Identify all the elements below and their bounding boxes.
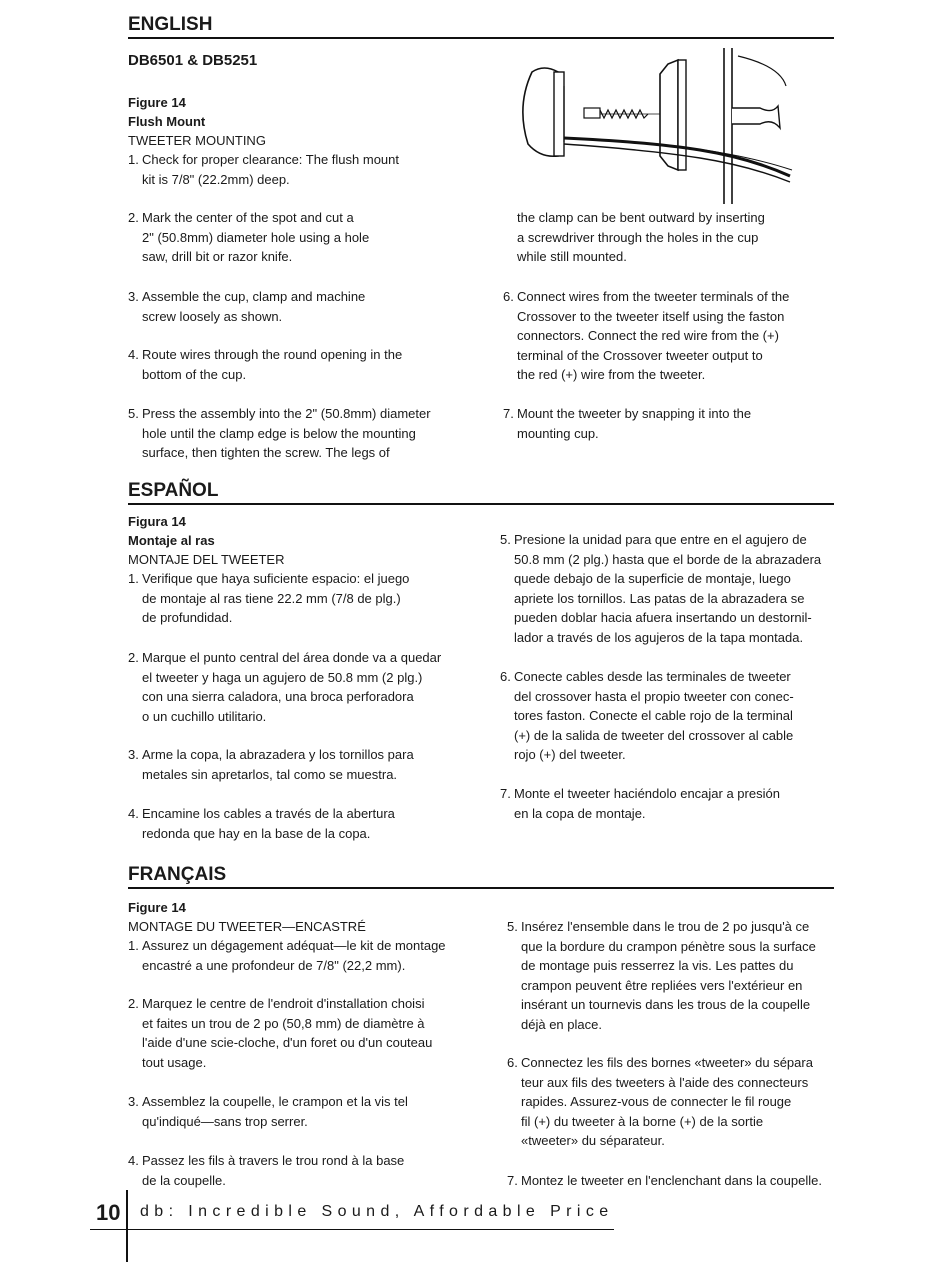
espanol-figure-block bbox=[128, 512, 285, 569]
espanol-step-1: 1. Verifique que haya suficiente espacio: el juego de montaje al ras tiene 22.2 mm (7/8 de plg.) de profundidad. bbox=[128, 571, 410, 625]
espanol-subtitle: Montaje al ras bbox=[128, 533, 215, 548]
francais-step-7: 7. Montez le tweeter en l'enclenchant dans la coupelle. bbox=[507, 1173, 822, 1188]
english-step-6: 6. Connect wires from the tweeter terminals of the Crossover to the tweeter itself using the faston connectors. Connect the red wire from the (+) terminal of the Crossover tweeter output to the red (+) wire from the tweeter. bbox=[503, 289, 790, 382]
footer-vertical-rule bbox=[126, 1190, 128, 1262]
english-figure-block bbox=[128, 93, 266, 150]
english-step-7: 7. Mount the tweeter by snapping it into the mounting cup. bbox=[503, 406, 752, 441]
footer-horizontal-rule bbox=[90, 1229, 614, 1230]
english-step-2: 2. Mark the center of the spot and cut a 2" (50.8mm) diameter hole using a hole saw, drill bit or razor knife. bbox=[128, 210, 370, 264]
tweeter-mounting-diagram bbox=[510, 46, 800, 206]
english-step-1: 1. Check for proper clearance: The flush mount kit is 7/8" (22.2mm) deep. bbox=[128, 152, 400, 187]
english-subtitle: Flush Mount bbox=[128, 114, 206, 129]
espanol-step-7: 7. Monte el tweeter haciéndolo encajar a presión en la copa de montaje. bbox=[500, 786, 780, 821]
espanol-step-6: 6. Conecte cables desde las terminales de tweeter del crossover hasta el propio tweeter con conec- tores faston. Conecte el cable rojo de la terminal (+) de la salida de tweeter del crossover al cable rojo (+) del tweeter. bbox=[500, 669, 794, 762]
english-figure-label: Figure 14 bbox=[128, 95, 186, 110]
model-title: DB6501 & DB5251 bbox=[128, 52, 258, 69]
francais-step-2: 2. Marquez le centre de l'endroit d'installation choisi et faites un trou de 2 po (50,8 mm) de diamètre à l'aide d'une scie-cloche, d'un foret ou d'un couteau tout usage. bbox=[128, 996, 433, 1070]
english-step-4: 4. Route wires through the round opening in the bottom of the cup. bbox=[128, 347, 403, 382]
english-step-3: 3. Assemble the cup, clamp and machine screw loosely as shown. bbox=[128, 289, 366, 324]
francais-figure-block bbox=[128, 898, 366, 936]
espanol-step-5: 5. Presione la unidad para que entre en el agujero de 50.8 mm (2 plg.) hasta que el borde de la abrazadera quede debajo de la superficie de montaje, luego apriete los tornillos. Las patas de la abrazadera se pueden doblar hacia afuera insertando un destornil- lador a través de los agujeros de la tapa montada. bbox=[500, 532, 822, 645]
english-section-label: TWEETER MOUNTING bbox=[128, 133, 266, 148]
francais-step-4: 4. Passez les fils à travers le trou rond à la base de la coupelle. bbox=[128, 1153, 405, 1188]
page-number: 10 bbox=[96, 1200, 121, 1225]
footer-tagline: db: Incredible Sound, Affordable Price bbox=[140, 1203, 614, 1220]
francais-step-6: 6. Connectez les fils des bornes «tweeter» du sépara teur aux fils des tweeters à l'aide des connecteurs rapides. Assurez-vous de connecter le fil rouge fil (+) du tweeter à la borne (+) de la sortie «tweeter» du séparateur. bbox=[507, 1055, 813, 1148]
espanol-step-2: 2. Marque el punto central del área donde va a quedar el tweeter y haga un agujero de 50.8 mm (2 plg.) con una sierra caladora, una broca perforadora o un cuchillo utilitario. bbox=[128, 650, 442, 724]
espanol-step-4: 4. Encamine los cables a través de la abertura redonda que hay en la base de la copa. bbox=[128, 806, 395, 841]
francais-step-5: 5. Insérez l'ensemble dans le trou de 2 po jusqu'à ce que la bordure du crampon pénètre sous la surface de montage puis resserrez la vis. Les pattes du crampon peuvent être repliées vers l'extérieur en insérant un tournevis dans les trous de la coupelle déjà en place. bbox=[507, 919, 816, 1032]
espanol-heading: ESPAÑOL bbox=[128, 480, 834, 505]
espanol-section-label: MONTAJE DEL TWEETER bbox=[128, 552, 285, 567]
francais-figure-label: Figure 14 bbox=[128, 900, 186, 915]
english-heading: ENGLISH bbox=[128, 14, 834, 39]
francais-section-label: MONTAGE DU TWEETER—ENCASTRÉ bbox=[128, 919, 366, 934]
espanol-step-3: 3. Arme la copa, la abrazadera y los tornillos para metales sin apretarlos, tal como se muestra. bbox=[128, 747, 414, 782]
english-step-5: 5. Press the assembly into the 2" (50.8mm) diameter hole until the clamp edge is below the mounting surface, then tighten the screw. The legs of bbox=[128, 406, 431, 460]
francais-step-3: 3. Assemblez la coupelle, le crampon et la vis tel qu'indiqué—sans trop serrer. bbox=[128, 1094, 408, 1129]
francais-heading: FRANÇAIS bbox=[128, 864, 834, 889]
francais-step-1: 1. Assurez un dégagement adéquat—le kit de montage encastré a une profondeur de 7/8" (22,2 mm). bbox=[128, 938, 446, 973]
english-step-5-continuation: the clamp can be bent outward by inserting a screwdriver through the holes in the cup while still mounted. bbox=[517, 210, 765, 264]
espanol-figure-label: Figura 14 bbox=[128, 514, 186, 529]
